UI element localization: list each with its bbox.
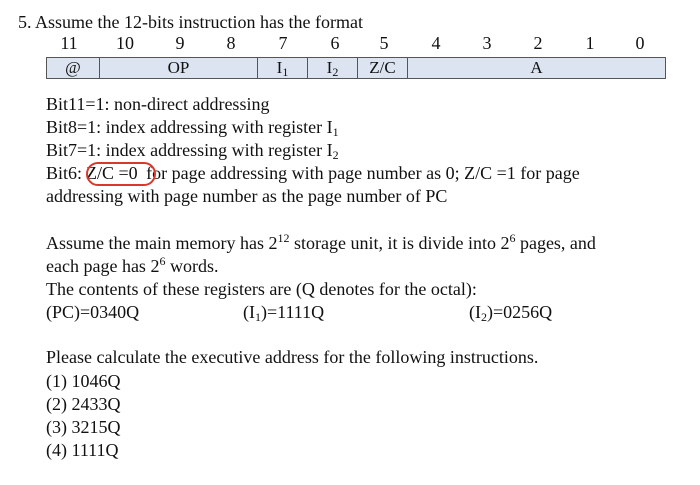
instruction-item: (4) 1111Q xyxy=(46,440,119,460)
highlight-circle xyxy=(86,162,156,186)
register-intro: The contents of these registers are (Q denotes for the octal): xyxy=(46,279,477,299)
bit-number: 10 xyxy=(116,33,134,53)
bit11-description: Bit11=1: non-direct addressing xyxy=(46,94,270,114)
field-indirect: @ xyxy=(47,58,100,78)
field-i2: $I_2$ xyxy=(308,58,358,78)
bit-number: 5 xyxy=(379,33,389,53)
instruction-item: (3) 3215Q xyxy=(46,417,121,437)
bit-number: 3 xyxy=(482,33,492,53)
bit-number: 2 xyxy=(533,33,543,53)
bit-number: 8 xyxy=(226,33,236,53)
bit6-description: Bit6: Z/C =0 for page addressing with page number as 0; Z/C =1 for page xyxy=(46,163,580,183)
register-i2: $(I_2)=0256Q$ xyxy=(469,302,553,324)
register-i1: $(I_1)=1111Q$ xyxy=(243,302,325,324)
bit7-description: Bit7=1: index addressing with register $I_2$ xyxy=(46,140,339,162)
field-address: A xyxy=(530,58,543,77)
question-heading: 5. Assume the 12-bits instruction has the format xyxy=(18,12,363,32)
memory-description-line2: each page has $2^6$ words. xyxy=(46,254,219,276)
field-i1: $I_1$ xyxy=(258,58,308,78)
instruction-format-table xyxy=(46,57,666,79)
bit8-description: Bit8=1: index addressing with register $I_1$ xyxy=(46,117,339,139)
bit-number: 9 xyxy=(175,33,185,53)
bit-number: 0 xyxy=(635,33,645,53)
field-op: OP xyxy=(100,58,258,78)
bit-number: 11 xyxy=(60,33,78,53)
task-prompt: Please calculate the executive address for the following instructions. xyxy=(46,347,539,367)
field-zc: Z/C xyxy=(358,58,408,78)
bit-number: 1 xyxy=(585,33,595,53)
bit-number: 4 xyxy=(431,33,441,53)
register-pc: (PC)=0340Q xyxy=(46,302,140,322)
bit6-highlight-text: Z/C =0 xyxy=(86,163,138,183)
bit-number: 7 xyxy=(278,33,288,53)
memory-description-line1: Assume the main memory has $2^{12}$ storage unit, it is divide into $2^6$ pages, and xyxy=(46,231,596,253)
bit-number: 6 xyxy=(330,33,340,53)
instruction-item: (2) 2433Q xyxy=(46,394,121,414)
bit6-description-continued: addressing with page number as the page number of PC xyxy=(46,186,448,206)
instruction-item: (1) 1046Q xyxy=(46,371,121,391)
